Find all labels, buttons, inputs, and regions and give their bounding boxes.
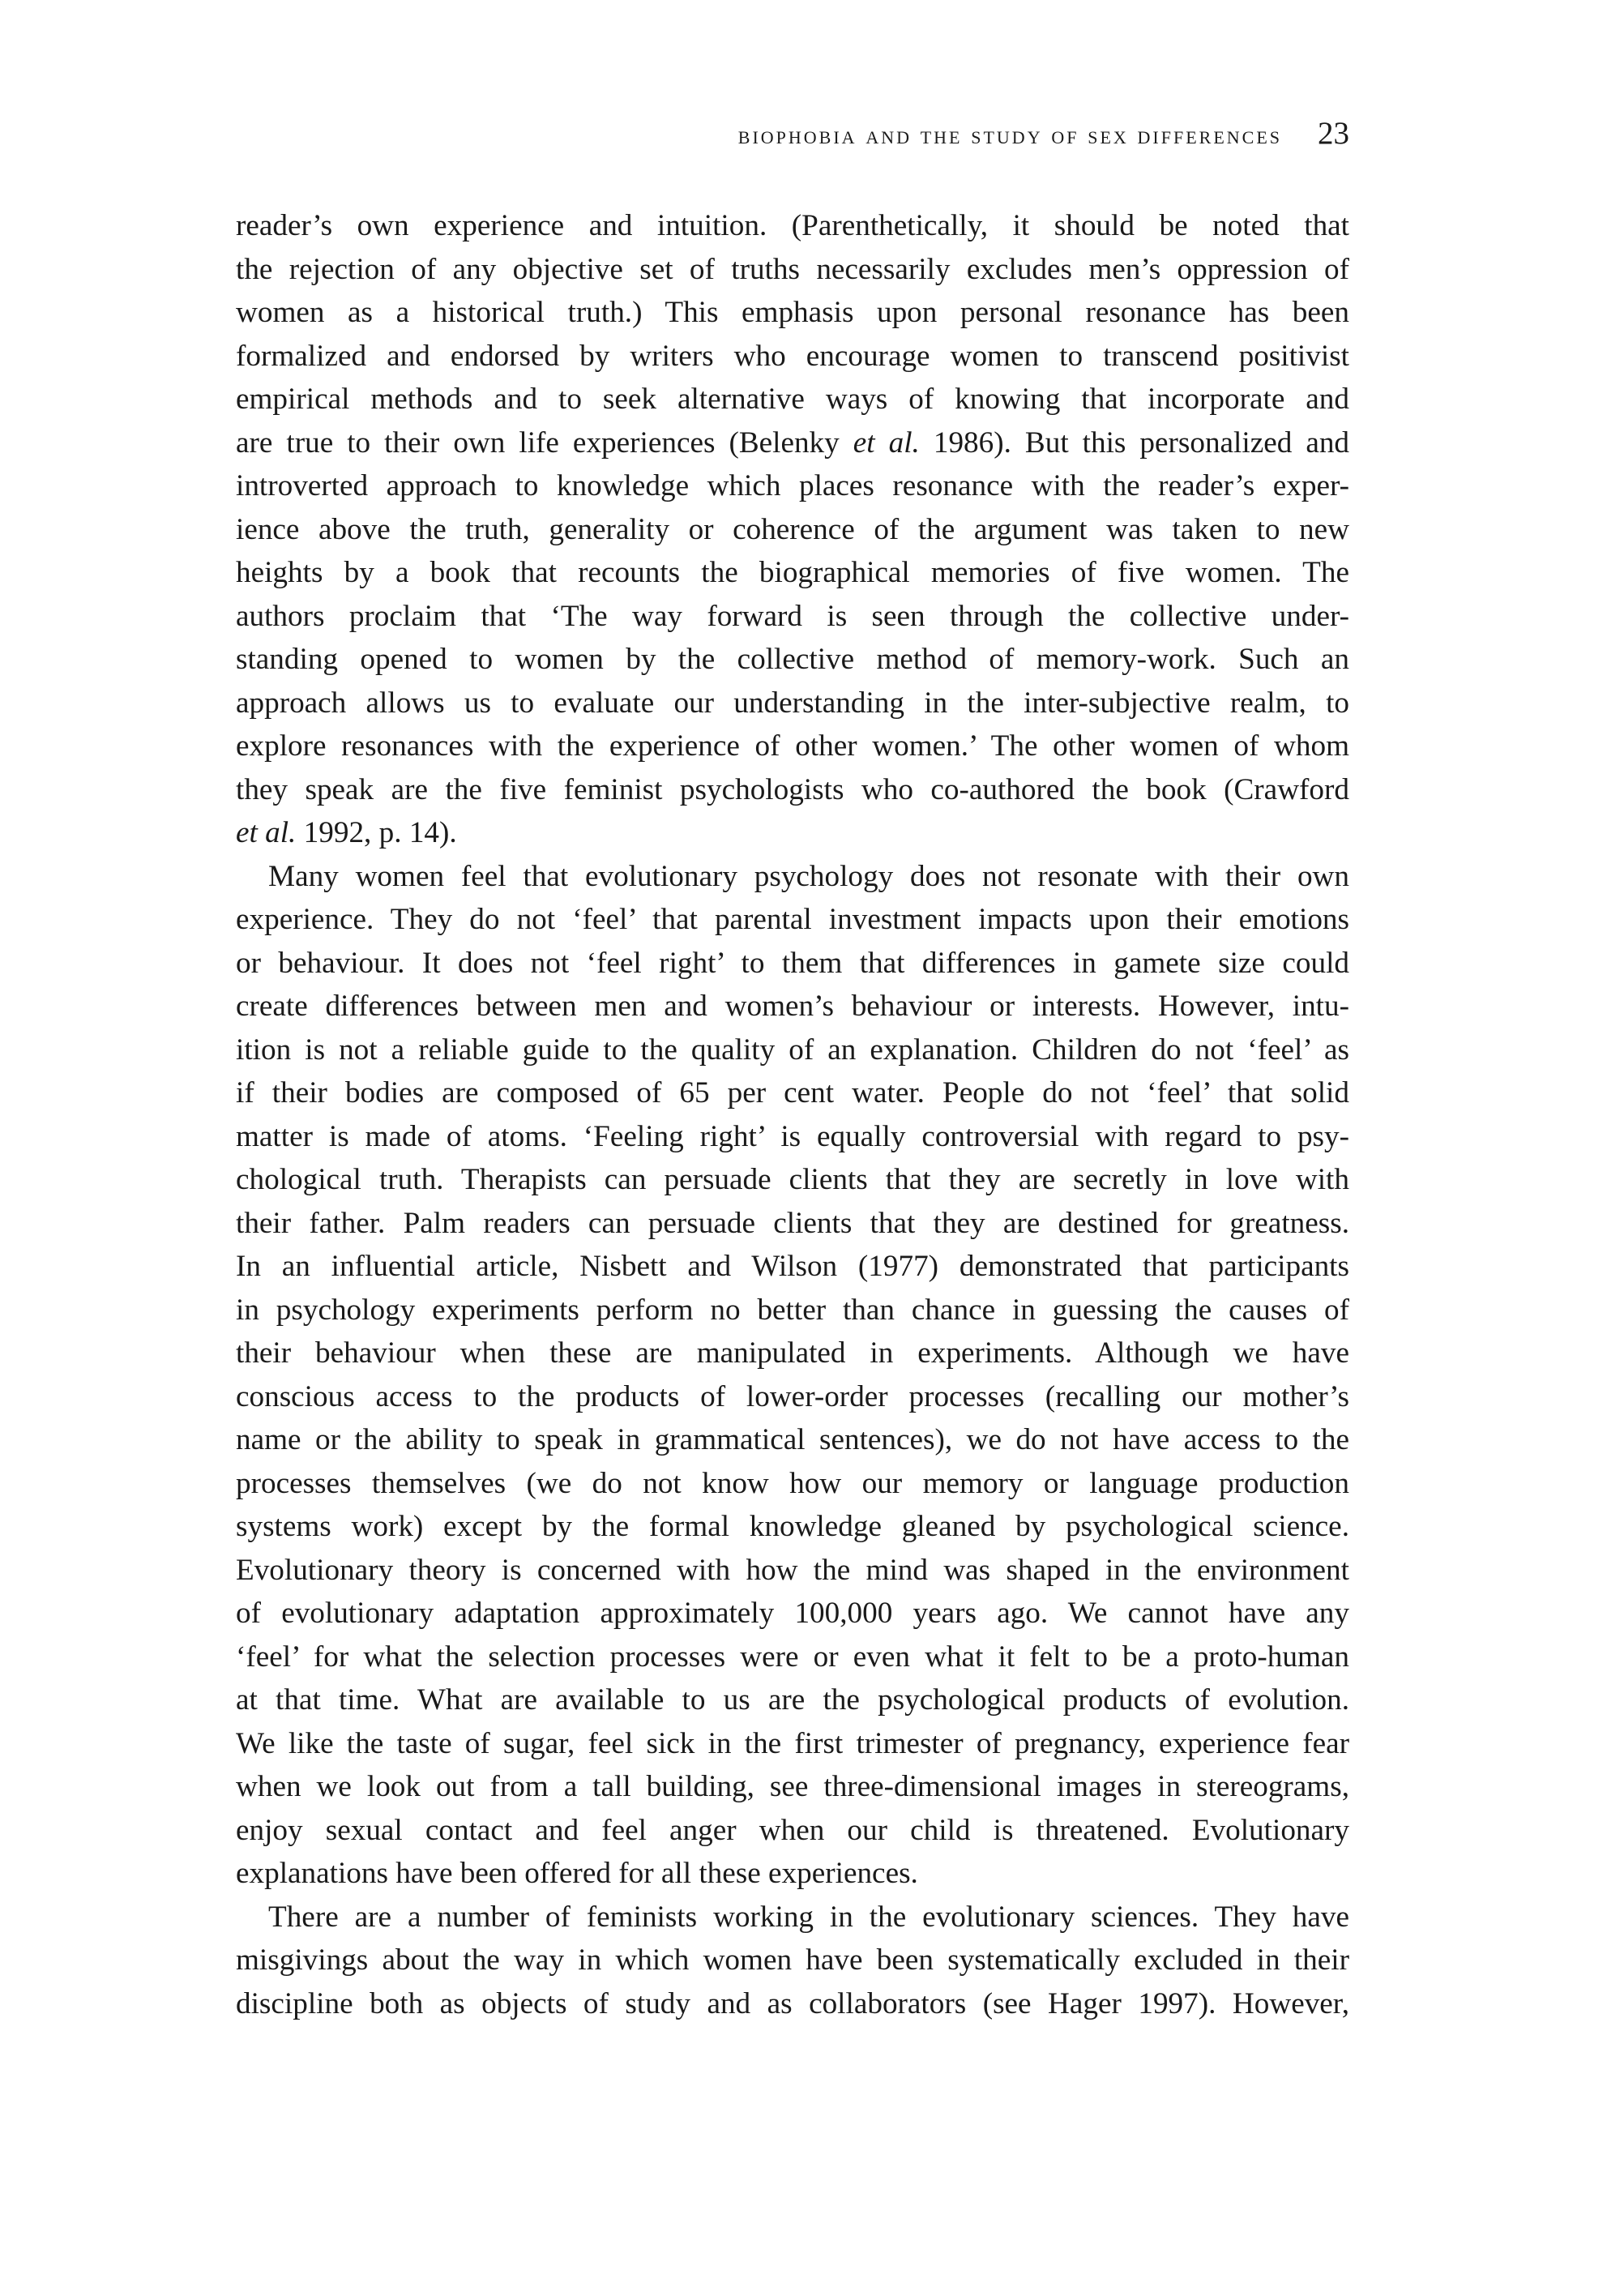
text-line: explore resonances with the experience of other women.’ The other women of whom bbox=[236, 729, 1349, 763]
running-head bbox=[738, 115, 1349, 152]
text-line: name or the ability to speak in grammatical sentences), we do not have access to the bbox=[236, 1423, 1349, 1456]
text-line: We like the taste of sugar, feel sick in the first trimester of pregnancy, experience fear bbox=[236, 1726, 1349, 1760]
text-line: the rejection of any objective set of truths necessarily excludes men’s oppression of bbox=[236, 252, 1349, 286]
text-line: formalized and endorsed by writers who encourage women to transcend positivist bbox=[236, 339, 1349, 373]
text-segment: are true to their own life experiences (Belenky bbox=[236, 425, 853, 460]
text-line: There are a number of feminists working in the evolutionary sciences. They have bbox=[268, 1900, 1349, 1934]
text-line: introverted approach to knowledge which places resonance with the reader’s exper- bbox=[236, 469, 1349, 502]
text-segment: 1986). But this personalized and bbox=[919, 425, 1350, 460]
text-line: empirical methods and to seek alternative ways of knowing that incorporate and bbox=[236, 383, 1349, 416]
text-line: ition is not a reliable guide to the quality of an explanation. Children do not ‘feel’ as bbox=[236, 1033, 1349, 1067]
text-line bbox=[236, 421, 1349, 465]
text-line: systems work) except by the formal knowledge gleaned by psychological science. bbox=[236, 1510, 1349, 1543]
text-line: chological truth. Therapists can persuade clients that they are secretly in love with bbox=[236, 1163, 1349, 1196]
text-line: In an influential article, Nisbett and Wilson (1977) demonstrated that participants bbox=[236, 1250, 1349, 1283]
text-line: their behaviour when these are manipulated in experiments. Although we have bbox=[236, 1336, 1349, 1370]
text-line: discipline both as objects of study and as collaborators (see Hager 1997). However, bbox=[236, 1986, 1349, 2020]
text-line: ‘feel’ for what the selection processes were or even what it felt to be a proto-human bbox=[236, 1640, 1349, 1674]
text-line: standing opened to women by the collective method of memory-work. Such an bbox=[236, 643, 1349, 676]
text-line: or behaviour. It does not ‘feel right’ to them that differences in gamete size could bbox=[236, 946, 1349, 980]
text-line: explanations have been offered for all these experiences. bbox=[236, 1857, 918, 1890]
text-line: Many women feel that evolutionary psychology does not resonate with their own bbox=[268, 859, 1349, 893]
text-line: misgivings about the way in which women have been systematically excluded in their bbox=[236, 1943, 1349, 1977]
text-line: experience. They do not ‘feel’ that parental investment impacts upon their emotions bbox=[236, 903, 1349, 936]
paragraph bbox=[236, 855, 1349, 1896]
text-line: if their bodies are composed of 65 per cent water. People do not ‘feel’ that solid bbox=[236, 1076, 1349, 1110]
text-line bbox=[236, 811, 1349, 855]
text-line: they speak are the five feminist psychologists who co-authored the book (Crawford bbox=[236, 772, 1349, 806]
page-number: 23 bbox=[1318, 116, 1349, 151]
text-line: at that time. What are available to us are the psychological products of evolution. bbox=[236, 1683, 1349, 1717]
text-line: Evolutionary theory is concerned with how the mind was shaped in the environment bbox=[236, 1553, 1349, 1587]
text-line: in psychology experiments perform no better than chance in guessing the causes of bbox=[236, 1293, 1349, 1327]
text-line: heights by a book that recounts the biographical memories of five women. The bbox=[236, 556, 1349, 589]
italic-segment: et al. bbox=[236, 816, 297, 849]
text-segment: 1992, p. 14). bbox=[296, 816, 457, 849]
text-line: authors proclaim that ‘The way forward is seen through the collective under- bbox=[236, 599, 1349, 633]
text-line: ience above the truth, generality or coherence of the argument was taken to new bbox=[236, 512, 1349, 546]
text-line: their father. Palm readers can persuade clients that they are destined for greatness. bbox=[236, 1206, 1349, 1240]
text-line: create differences between men and women’s behaviour or interests. However, intu- bbox=[236, 990, 1349, 1023]
text-line: processes themselves (we do not know how our memory or language production bbox=[236, 1466, 1349, 1500]
body-text bbox=[236, 204, 1349, 2025]
text-line: reader’s own experience and intuition. (Parenthetically, it should be noted that bbox=[236, 209, 1349, 242]
text-line: women as a historical truth.) This emphasis upon personal resonance has been bbox=[236, 296, 1349, 329]
text-line: approach allows us to evaluate our understanding in the inter-subjective realm, to bbox=[236, 686, 1349, 720]
running-title: biophobia and the study of sex differences bbox=[737, 121, 1282, 149]
italic-segment: et al. bbox=[853, 425, 920, 460]
text-line: conscious access to the products of lower-order processes (recalling our mother’s bbox=[236, 1379, 1349, 1413]
paragraph bbox=[236, 204, 1349, 855]
text-line: of evolutionary adaptation approximately 100,000 years ago. We cannot have any bbox=[236, 1597, 1349, 1630]
paragraph bbox=[236, 1896, 1349, 2026]
text-line: when we look out from a tall building, see three-dimensional images in stereograms, bbox=[236, 1770, 1349, 1803]
text-line: matter is made of atoms. ‘Feeling right’ is equally controversial with regard to psy- bbox=[236, 1119, 1349, 1153]
text-line: enjoy sexual contact and feel anger when our child is threatened. Evolutionary bbox=[236, 1813, 1349, 1847]
